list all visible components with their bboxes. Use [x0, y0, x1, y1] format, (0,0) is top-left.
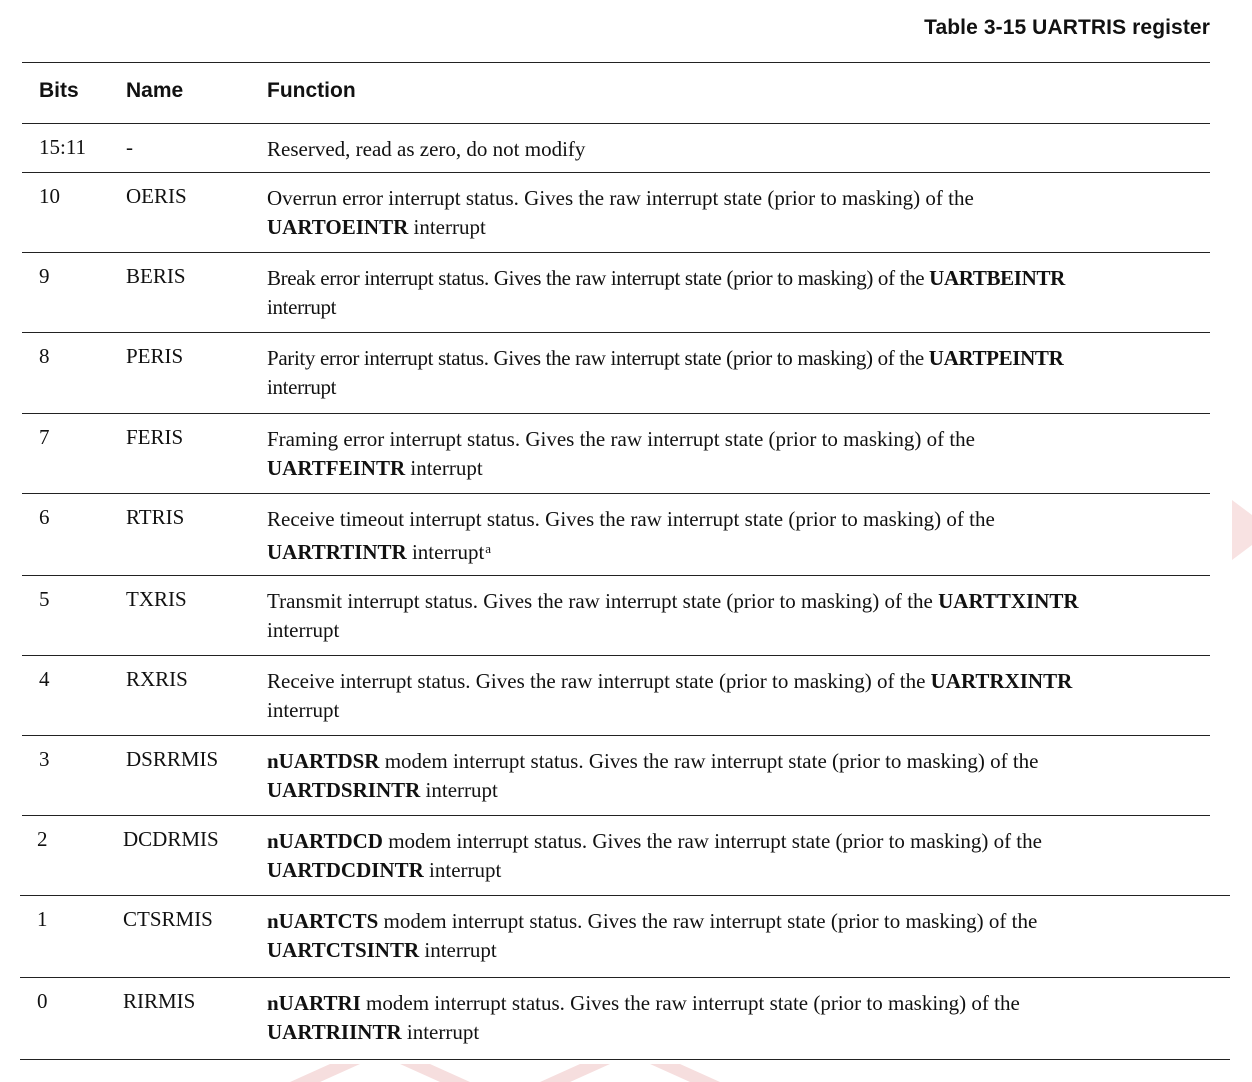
function-cell: [267, 264, 1202, 322]
function-cell: [267, 505, 1202, 567]
name-cell: OERIS: [126, 184, 187, 208]
bits-cell: 1: [37, 907, 48, 931]
function-text: Framing error interrupt status. Gives the raw interrupt state (prior to masking) of the: [267, 427, 975, 451]
watermark-logo-fragment: [290, 1064, 740, 1082]
interrupt-name: UARTDSRINTR: [267, 778, 421, 802]
bits-cell: 4: [39, 667, 50, 691]
function-tail: interrupt: [401, 1020, 480, 1044]
function-cell: [267, 425, 1202, 483]
bits-cell: 6: [39, 505, 50, 529]
name-cell: BERIS: [126, 264, 186, 288]
interrupt-name: UARTOEINTR: [267, 215, 409, 239]
function-cell: [267, 747, 1202, 805]
function-tail: interrupt: [420, 778, 498, 802]
header-name: Name: [126, 79, 184, 102]
function-text: Parity error interrupt status. Gives the raw interrupt state (prior to masking) of the: [267, 346, 929, 370]
function-text: Reserved, read as zero, do not modify: [267, 137, 586, 161]
table-row-8: [22, 333, 1210, 414]
interrupt-name: UARTPEINTR: [928, 346, 1064, 370]
bits-cell: 0: [37, 989, 48, 1013]
name-cell: TXRIS: [126, 587, 187, 611]
table-row-0: [20, 978, 1230, 1060]
function-tail: interrupt: [267, 698, 340, 722]
function-cell: [267, 135, 1202, 164]
name-cell: RXRIS: [126, 667, 188, 691]
function-tail: interrupt: [267, 375, 337, 399]
function-text: Receive timeout interrupt status. Gives the raw interrupt state (prior to masking) of the: [267, 507, 995, 531]
bits-cell: 2: [37, 827, 48, 851]
name-cell: RIRMIS: [123, 989, 196, 1013]
interrupt-name: UARTRIINTR: [267, 1020, 402, 1044]
name-cell: CTSRMIS: [123, 907, 213, 931]
signal-name: nUARTDCD: [267, 829, 383, 853]
function-tail: interrupt: [405, 456, 483, 480]
bits-cell: 10: [39, 184, 60, 208]
function-cell: [267, 907, 1202, 965]
bits-cell: 9: [39, 264, 50, 288]
function-text: Transmit interrupt status. Gives the raw interrupt state (prior to masking) of the: [267, 589, 939, 613]
table-row-1: [20, 896, 1230, 978]
table-row-4: [22, 656, 1210, 736]
function-cell: [267, 827, 1202, 885]
function-text: modem interrupt status. Gives the raw interrupt state (prior to masking) of the: [378, 909, 1038, 933]
table-row-5: [22, 576, 1210, 656]
function-tail: interrupt: [267, 295, 337, 319]
table-row-2: [20, 816, 1230, 896]
interrupt-name: UARTRTINTR: [267, 540, 407, 564]
function-text: Break error interrupt status. Gives the raw interrupt state (prior to masking) of the: [267, 266, 930, 290]
function-text: modem interrupt status. Gives the raw interrupt state (prior to masking) of the: [360, 991, 1020, 1015]
table-title: Table 3-15 UARTRIS register: [924, 16, 1210, 39]
signal-name: nUARTDSR: [267, 749, 380, 773]
name-cell: FERIS: [126, 425, 184, 449]
table-row-10: [22, 173, 1210, 253]
name-cell: RTRIS: [126, 505, 185, 529]
function-cell: [267, 989, 1202, 1047]
table-header-row: [22, 63, 1210, 124]
header-bits: Bits: [39, 79, 79, 102]
footnote-marker: a: [485, 541, 492, 556]
bits-cell: 7: [39, 425, 50, 449]
watermark-edge-fragment: [1232, 500, 1252, 560]
interrupt-name: UARTTXINTR: [938, 589, 1079, 613]
table-row-15-11: [22, 124, 1210, 173]
function-cell: [267, 184, 1202, 242]
header-function: Function: [267, 79, 356, 102]
bits-cell: 15:11: [39, 135, 87, 159]
table-row-9: [22, 253, 1210, 333]
interrupt-name: UARTDCDINTR: [267, 858, 424, 882]
table-row-7: [22, 414, 1210, 494]
name-cell: PERIS: [126, 344, 184, 368]
function-tail: interrupt: [267, 618, 340, 642]
function-text: Receive interrupt status. Gives the raw interrupt state (prior to masking) of the: [267, 669, 931, 693]
bits-cell: 5: [39, 587, 50, 611]
name-cell: DCDRMIS: [123, 827, 219, 851]
interrupt-name: UARTFEINTR: [267, 456, 406, 480]
function-tail: interrupt: [406, 540, 485, 564]
interrupt-name: UARTRXINTR: [930, 669, 1073, 693]
name-cell: -: [126, 135, 133, 159]
interrupt-name: UARTCTSINTR: [267, 938, 420, 962]
function-tail: interrupt: [423, 858, 502, 882]
table-row-3: [22, 736, 1210, 816]
function-text: modem interrupt status. Gives the raw interrupt state (prior to masking) of the: [382, 829, 1042, 853]
function-cell: [267, 667, 1202, 725]
function-tail: interrupt: [408, 215, 486, 239]
bits-cell: 8: [39, 344, 50, 368]
function-text: Overrun error interrupt status. Gives the raw interrupt state (prior to masking) of the: [267, 186, 974, 210]
bits-cell: 3: [39, 747, 50, 771]
function-cell: [267, 587, 1202, 645]
function-tail: interrupt: [419, 938, 497, 962]
register-table: [22, 62, 1210, 1060]
function-cell: [267, 344, 1202, 402]
table-row-6: [22, 494, 1210, 576]
signal-name: nUARTCTS: [267, 909, 379, 933]
function-text: modem interrupt status. Gives the raw interrupt state (prior to masking) of the: [379, 749, 1039, 773]
signal-name: nUARTRI: [267, 991, 361, 1015]
interrupt-name: UARTBEINTR: [929, 266, 1065, 290]
name-cell: DSRRMIS: [126, 747, 219, 771]
